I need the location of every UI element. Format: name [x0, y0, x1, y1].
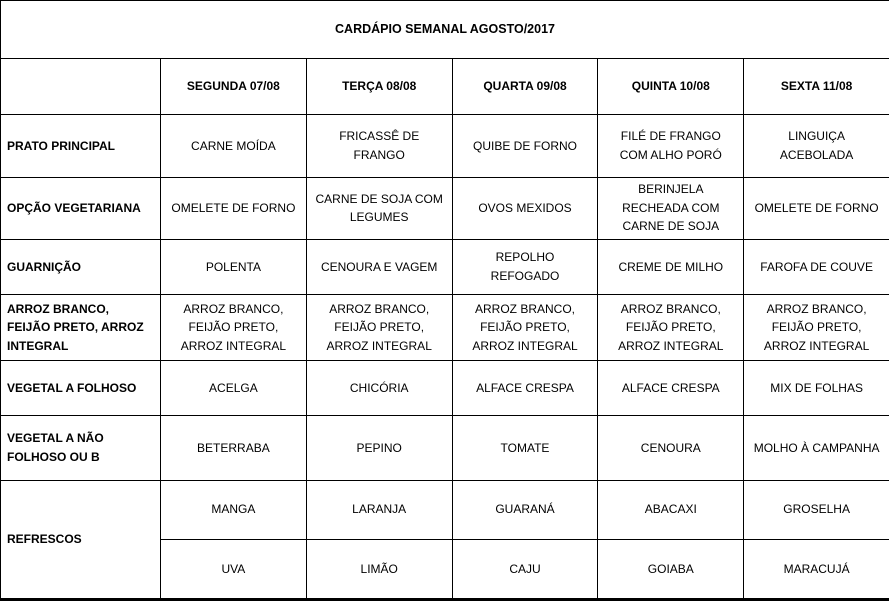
- menu-cell: UVA: [161, 539, 307, 599]
- menu-cell: GROSELHA: [744, 480, 889, 539]
- menu-cell: ALFACE CRESPA: [598, 361, 744, 416]
- menu-cell: CENOURA E VAGEM: [306, 239, 452, 294]
- header-row: [1, 59, 889, 115]
- menu-cell: GUARANÁ: [452, 480, 598, 539]
- menu-cell: ARROZ BRANCO, FEIJÃO PRETO, ARROZ INTEGRAL: [306, 294, 452, 360]
- menu-cell: TOMATE: [452, 416, 598, 480]
- table-row: [1, 480, 889, 539]
- table-title: CARDÁPIO SEMANAL AGOSTO/2017: [1, 1, 889, 59]
- menu-cell: MOLHO À CAMPANHA: [744, 416, 889, 480]
- menu-cell: ARROZ BRANCO, FEIJÃO PRETO, ARROZ INTEGRAL: [598, 294, 744, 360]
- title-row: [1, 1, 889, 59]
- menu-cell: PEPINO: [306, 416, 452, 480]
- menu-cell: ARROZ BRANCO, FEIJÃO PRETO, ARROZ INTEGRAL: [161, 294, 307, 360]
- menu-cell: MARACUJÁ: [744, 539, 889, 599]
- row-label-refrescos: REFRESCOS: [1, 480, 161, 599]
- table-row: [1, 115, 889, 177]
- row-label-vegetal-folhoso: VEGETAL A FOLHOSO: [1, 361, 161, 416]
- menu-cell: CREME DE MILHO: [598, 239, 744, 294]
- menu-cell: GOIABA: [598, 539, 744, 599]
- menu-cell: ARROZ BRANCO, FEIJÃO PRETO, ARROZ INTEGRAL: [452, 294, 598, 360]
- menu-cell: MIX DE FOLHAS: [744, 361, 889, 416]
- menu-cell: ACELGA: [161, 361, 307, 416]
- menu-cell: FAROFA DE COUVE: [744, 239, 889, 294]
- menu-cell: ARROZ BRANCO, FEIJÃO PRETO, ARROZ INTEGRAL: [744, 294, 889, 360]
- menu-cell: MANGA: [161, 480, 307, 539]
- menu-cell: FRICASSÊ DE FRANGO: [306, 115, 452, 177]
- row-label-arroz-feijao: ARROZ BRANCO, FEIJÃO PRETO, ARROZ INTEGRAL: [1, 294, 161, 360]
- row-label-prato-principal: PRATO PRINCIPAL: [1, 115, 161, 177]
- menu-cell: REPOLHO REFOGADO: [452, 239, 598, 294]
- table-row: [1, 177, 889, 239]
- menu-cell: OVOS MEXIDOS: [452, 177, 598, 239]
- menu-cell: CHICÓRIA: [306, 361, 452, 416]
- menu-cell: LARANJA: [306, 480, 452, 539]
- header-terca: TERÇA 08/08: [306, 59, 452, 115]
- menu-cell: ALFACE CRESPA: [452, 361, 598, 416]
- menu-cell: BETERRABA: [161, 416, 307, 480]
- menu-cell: QUIBE DE FORNO: [452, 115, 598, 177]
- menu-cell: ABACAXI: [598, 480, 744, 539]
- menu-cell: LIMÃO: [306, 539, 452, 599]
- menu-cell: LINGUIÇA ACEBOLADA: [744, 115, 889, 177]
- menu-cell: OMELETE DE FORNO: [744, 177, 889, 239]
- menu-cell: BERINJELA RECHEADA COM CARNE DE SOJA: [598, 177, 744, 239]
- table-row: [1, 416, 889, 480]
- corner-cell: [1, 59, 161, 115]
- header-quarta: QUARTA 09/08: [452, 59, 598, 115]
- header-sexta: SEXTA 11/08: [744, 59, 889, 115]
- row-label-vegetal-nao-folhoso: VEGETAL A NÃO FOLHOSO OU B: [1, 416, 161, 480]
- header-segunda: SEGUNDA 07/08: [161, 59, 307, 115]
- menu-cell: CARNE DE SOJA COM LEGUMES: [306, 177, 452, 239]
- menu-cell: CAJU: [452, 539, 598, 599]
- menu-cell: FILÉ DE FRANGO COM ALHO PORÓ: [598, 115, 744, 177]
- row-label-opcao-vegetariana: OPÇÃO VEGETARIANA: [1, 177, 161, 239]
- header-quinta: QUINTA 10/08: [598, 59, 744, 115]
- menu-cell: POLENTA: [161, 239, 307, 294]
- menu-cell: CENOURA: [598, 416, 744, 480]
- table-row: [1, 239, 889, 294]
- menu-cell: OMELETE DE FORNO: [161, 177, 307, 239]
- table-row: [1, 294, 889, 360]
- menu-cell: CARNE MOÍDA: [161, 115, 307, 177]
- row-label-guarnicao: GUARNIÇÃO: [1, 239, 161, 294]
- table-row: [1, 361, 889, 416]
